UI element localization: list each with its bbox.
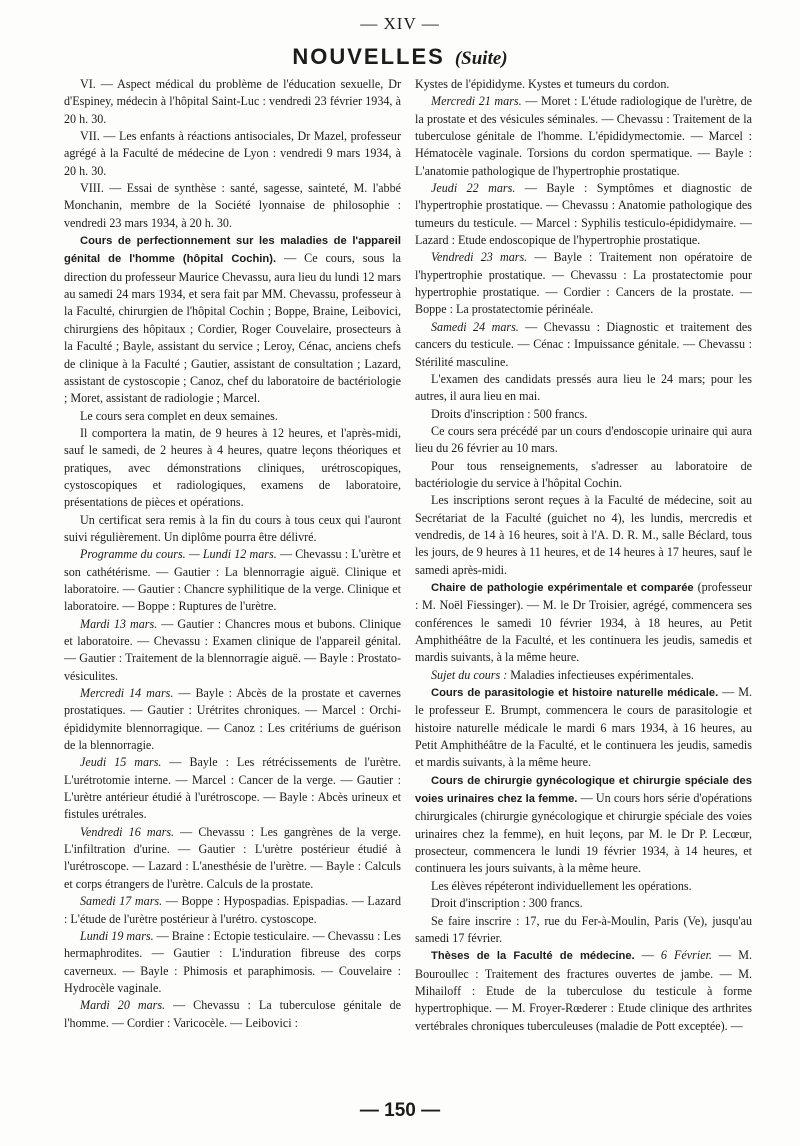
paragraph-text: Les inscriptions seront reçues à la Faculté de médecine, soit au Secrétariat de la Faculté (guichet no 4), les lundis, mercredis et vendredis, de 14 à 16 heures, soit à l'A. D. R. M., salle Béclard, tous les jours, de 9 heures à 11 heures, et de 14 heures à 17 heures, sauf le samedi après-midi. (415, 493, 752, 577)
paragraph (64, 232, 401, 407)
paragraph (64, 180, 401, 232)
paragraph (415, 579, 752, 667)
paragraph-heading: Thèses de la Faculté de médecine. (431, 950, 635, 963)
paragraph-date: Jeudi 15 mars. (80, 755, 162, 770)
paragraph-text: Se faire inscrire : 17, rue du Fer-à-Moulin, Paris (Ve), jusqu'au samedi 17 février. (415, 913, 752, 945)
paragraph (64, 893, 401, 928)
paragraph-date: 6 Février. (660, 948, 712, 963)
paragraph-heading: Cours de perfectionnement sur les maladies de l'appareil génital de l'homme (hôpital Cochin). (64, 235, 401, 266)
paragraph (64, 997, 401, 1032)
paragraph-text: Maladies infectieuses expérimentales. (507, 667, 694, 682)
paragraph-text: Droits d'inscription : 500 francs. (431, 406, 588, 421)
paragraph (64, 546, 401, 615)
paragraph-heading: Cours de chirurgie gynécologique et chirurgie spéciale des voies urinaires chez la femme. (415, 774, 752, 806)
paragraph-date: Jeudi 22 mars. (431, 181, 516, 196)
paragraph-text: Il comportera la matin, de 9 heures à 12 heures, et l'après-midi, sauf le samedi, de 2 heures à 4 heures, quatre leçons théoriques et pratiques, avec démonstrations cliniques, urétroscopiques, cystoscopiques et radiologiques, examens de laboratoire, présentations de pièces et opérations. (64, 425, 401, 510)
paragraph-date: Vendredi 16 mars. (80, 824, 175, 839)
paragraph-text: Un certificat sera remis à la fin du cours à tous ceux qui l'auront suivi régulièrement. Un diplôme pourra être délivré. (64, 512, 401, 544)
paragraph (415, 492, 752, 579)
section-title-suite: (Suite) (454, 48, 508, 69)
paragraph (64, 408, 401, 425)
paragraph-text: (professeur : M. Noël Fiessinger). — M. le Dr Troisier, agrégé, commencera ses conférences le samedi 10 février 1934, à 18 heures, au Petit Amphithéâtre de la Faculté, et les continuera les jeudis, samedis et mardis suivants, à la même heure. (415, 579, 752, 665)
paragraph-text: — Moret : L'étude radiologique de l'urètre, de la prostate et des vésicules séminales. — Chevassu : Traitement de la tuberculose génitale de l'homme. L'épididymectomie. — Marcel : Hématocèle vaginale. Torsions du cordon spermatique. — Bayle : L'anatomie pathologique de l'hypertrophie prostatique. (415, 94, 752, 178)
paragraph-text: — Ce cours, sous la direction du professeur Maurice Chevassu, aura lieu du lundi 12 mars au samedi 24 mars 1934, et sera fait par MM. Chevassu, professeur à la Faculté, chirurgien de l'hôpital Cochin ; Boppe, Braine, Leibovici, chirurgiens des hôpitaux ; Cordier, Roger Couvelaire, prosecteurs à la Faculté ; Bayle, assistant du service ; Leroy, Cénac, anciens chefs de clinique à la Faculté ; Gautier, assistant de consultation ; Lazard, assistant de cystoscopie ; Canoz, chef du laboratoire de bactériologie ; Moret, assistant de radiologie ; Marcel. (64, 251, 401, 406)
paragraph-text: — Braine : Ectopie testiculaire. — Chevassu : Les hermaphrodites. — Gautier : L'induration fibreuse des corps caverneux. — Bayle : Phimosis et paraphimosis. — Couvelaire : Hydrocèle vaginale. (64, 928, 401, 995)
paragraph-date: Vendredi 23 mars. (431, 250, 528, 265)
paragraph (415, 180, 752, 249)
left-column (64, 76, 401, 1094)
paragraph-text: — Chevassu : Diagnostic et traitement des cancers du testicule. — Cénac : Impuissance génitale. — Chevassu : Stérilité masculine. (415, 319, 752, 369)
section-title (0, 44, 800, 70)
paragraph (415, 319, 752, 371)
paragraph-text: — Chevassu : La tuberculose génitale de l'homme. — Cordier : Varicocèle. — Leibovici : (64, 998, 401, 1030)
paragraph (415, 371, 752, 406)
paragraph-text: — M. le professeur E. Brumpt, commencera le cours de parasitologie et histoire naturelle médicale le mardi 6 mars 1934, à 16 heures, au Petit Amphithéâtre de la Faculté, et le continuera les jeudis, samedis et mardis suivants, à la même heure. (415, 685, 752, 770)
paragraph-text: Les élèves répéteront individuellement les opérations. (431, 878, 692, 893)
paragraph-date: Mardi 20 mars. (80, 998, 166, 1013)
paragraph (415, 76, 752, 93)
paragraph (415, 406, 752, 423)
paragraph (415, 895, 752, 912)
paragraph: Thèses de la Faculté de médecine. — 6 Février. — M. Bouroullec : Traitement des fractures ouvertes de jambe. — M. Mihailoff : Etude de la tuberculose du testicule à forme hypertrophique. — M. Froyer-Rœderer : Etude clinique des arthrites vertébrales chroniques tuberculeuses (maladie de Pott exceptée). — (415, 948, 752, 1033)
roman-page-number: — XIV — (360, 14, 440, 33)
paragraph-heading: Chaire de pathologie expérimentale et comparée (431, 581, 694, 594)
paragraph-text: — Bayle : Traitement non opératoire de l'hypertrophie prostatique. — Chevassu : La prostatectomie pour hypertrophie prostatique. — Cordier : Cancers de la prostate. — Boppe : La prostatectomie périnéale. (415, 250, 752, 317)
paragraph (64, 928, 401, 997)
paragraph (415, 93, 752, 180)
paragraph (64, 685, 401, 754)
paragraph-date: Mercredi 21 mars. (431, 94, 522, 109)
paragraph-date: Mercredi 14 mars. (80, 686, 174, 701)
paragraph-date: Mardi 13 mars. (80, 616, 158, 631)
paragraph-text: — M. Bouroullec : Traitement des fractures ouvertes de jambe. — M. Mihailoff : Etude de la tuberculose du testicule à forme hypertrophique. — M. Froyer-Rœderer : Etude clinique des arthrites vertébrales chroniques tuberculeuses (maladie de Pott exceptée). — (415, 948, 752, 1033)
paragraph (415, 878, 752, 895)
right-column (415, 76, 752, 1094)
paragraph (415, 458, 752, 493)
paragraph-text: Ce cours sera précédé par un cours d'endoscopie urinaire qui aura lieu du 26 février au 10 mars. (415, 423, 752, 456)
paragraph-text: L'examen des candidats pressés aura lieu le 24 mars; pour les autres, il aura lieu en mai. (415, 371, 752, 404)
paragraph (64, 616, 401, 685)
two-column-body (64, 76, 752, 1094)
paragraph-date: Sujet du cours : (431, 667, 508, 682)
paragraph (64, 754, 401, 823)
paragraph (64, 512, 401, 547)
paragraph-text: Kystes de l'épididyme. Kystes et tumeurs du cordon. (415, 77, 670, 91)
paragraph-text: VIII. — Essai de synthèse : santé, sagesse, sainteté, M. l'abbé Monchanin, membre de la Société lyonnaise de philosophie : vendredi 23 mars 1934, à 20 h. 30. (64, 181, 401, 230)
paragraph-text: — Chevassu : Les gangrènes de la verge. L'infiltration d'urine. — Gautier : L'urètre postérieur étudié à l'urétroscope. — Lazard : L'anesthésie de l'urètre. — Bayle : Calculs et corps étrangers de l'urètre. Calculs de la prostate. (64, 824, 401, 891)
paragraph-text: Pour tous renseignements, s'adresser au laboratoire de bactériologie du service à l'hôpital Cochin. (415, 458, 752, 490)
paragraph (415, 684, 752, 772)
paragraph-text: — Boppe : Hypospadias. Epispadias. — Lazard : L'étude de l'urètre postérieur à l'urétro. cystoscope. (64, 894, 401, 926)
paragraph-text: — Bayle : Abcès de la prostate et cavernes prostatiques. — Gautier : Urétrites chroniques. — Marcel : Orchi-épididymite blennorragique. — Canoz : Les critériums de guérison de la blennorragie. (64, 686, 401, 753)
paragraph-heading: Cours de parasitologie et histoire naturelle médicale. (431, 687, 719, 700)
paragraph-text: — Chevassu : L'urètre et son cathétérisme. — Gautier : La blennorragie aiguë. Clinique et laboratoire. — Gautier : Chancre syphilitique de la verge. Clinique et laboratoire. — Boppe : Ruptures de l'urètre. (64, 547, 401, 614)
paragraph-date: Samedi 17 mars. (80, 894, 163, 909)
paragraph (415, 772, 752, 878)
page-folio: — 150 — (359, 1100, 441, 1121)
paragraph-text: VII. — Les enfants à réactions antisociales, Dr Mazel, professeur agrégé à la Faculté de médecine de Lyon : vendredi 9 mars 1934, à 20 h. 30. (64, 129, 401, 178)
paragraph-date: Samedi 24 mars. (431, 319, 519, 334)
paragraph-text: VI. — Aspect médical du problème de l'éducation sexuelle, Dr d'Espiney, médecin à l'hôpital Saint-Luc : vendredi 23 février 1934, à 20 h. 30. (64, 77, 401, 126)
paragraph (415, 423, 752, 458)
paragraph-text: — Gautier : Chancres mous et bubons. Clinique et laboratoire. — Chevassu : Examen clinique de l'appareil génital. — Gautier : Traitement de la blennorragie aiguë. — Bayle : Prostato-vésiculites. (64, 616, 401, 683)
paragraph-text: Le cours sera complet en deux semaines. (80, 408, 278, 423)
paragraph (415, 913, 752, 948)
paragraph (64, 76, 401, 128)
paragraph (64, 824, 401, 893)
paragraph-date: Programme du cours. — Lundi 12 mars. (80, 547, 277, 562)
paragraph-text: — Bayle : Symptômes et diagnostic de l'hypertrophie prostatique. — Chevassu : Anatomie pathologique des tumeurs du testicule. — Marcel : Syphilis testiculo-épididymaire. — Lazard : Etude endoscopique de l'hypertrophie prostatique. (415, 181, 752, 248)
paragraph-text: Droit d'inscription : 300 francs. (431, 896, 583, 911)
section-title-main: NOUVELLES (292, 44, 445, 69)
paragraph (64, 425, 401, 512)
paragraph (64, 128, 401, 180)
paragraph-text: — Bayle : Les rétrécissements de l'urètre. L'urétrotomie interne. — Marcel : Cancer de la verge. — Gautier : L'urètre antérieur étudié à l'urétroscope. — Bayle : Abcès urineux et fistules urétrales. (64, 755, 401, 822)
paragraph-text: — Un cours hors série d'opérations chirurgicales (chirurgie gynécologique et chirurgie spéciale des voies urinaires chez la femme), en huit leçons, par M. le Dr P. Lecœur, prosecteur, commencera le lundi 19 février 1934, à 14 heures, et continuera les jours suivants, à la même heure. (415, 791, 752, 876)
paragraph (415, 667, 752, 684)
paragraph-date: Lundi 19 mars. (80, 928, 154, 943)
paragraph (415, 249, 752, 318)
